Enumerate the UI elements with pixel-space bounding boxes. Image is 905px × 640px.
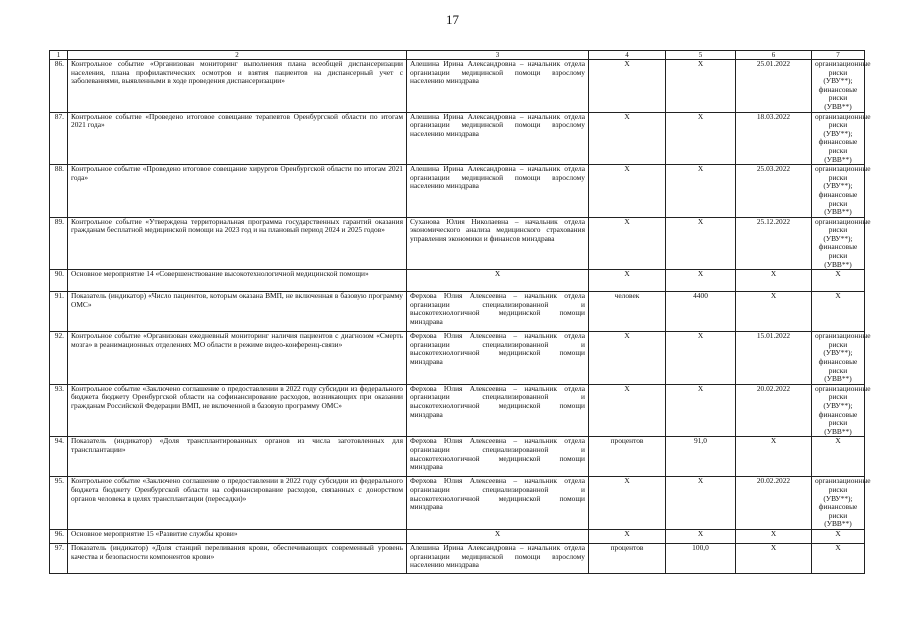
value: 100,0 [666,543,736,573]
measure-name: Контрольное событие «Проведено итоговое совещание хирургов Оренбургской области по итогам 2021 года» [68,165,407,218]
responsible: X [407,529,589,543]
row-number: 97. [50,543,68,573]
unit: X [589,112,666,165]
table-row [50,384,865,437]
unit: человек [589,292,666,332]
page-number: 17 [446,12,459,27]
risk: организационные риски (УВУ**); финансовые риски (УВВ**) [812,60,865,113]
row-number: 94. [50,437,68,477]
unit: процентов [589,543,666,573]
value: 4400 [666,292,736,332]
unit: процентов [589,437,666,477]
measure-name: Контрольное событие «Заключено соглашение о предоставлении в 2022 году субсидии из федерального бюджета бюджету Оренбургской области на софинансирование расходов, связанных с донорством органов человека в целях трансплантации (пересадки)» [68,477,407,530]
date: 18.03.2022 [736,112,812,165]
responsible: Алешина Ирина Александровна – начальник отдела организации медицинской помощи взрослому населению минздрава [407,543,589,573]
date: X [736,292,812,332]
value: X [666,60,736,113]
risk: X [812,270,865,292]
responsible: X [407,270,589,292]
unit: X [589,384,666,437]
plan-table [49,50,871,574]
table-row [50,217,865,270]
row-number: 89. [50,217,68,270]
row-number: 87. [50,112,68,165]
table-row [50,292,865,332]
value: X [666,529,736,543]
row-number: 88. [50,165,68,218]
date: 25.12.2022 [736,217,812,270]
value: X [666,165,736,218]
unit: X [589,60,666,113]
risk: X [812,543,865,573]
unit: X [589,477,666,530]
unit: X [589,270,666,292]
unit: X [589,529,666,543]
table-row [50,112,865,165]
responsible: Ферхова Юлия Алексеевна – начальник отдела организации специализированной и высокотехнологичной медицинской помощи минздрава [407,332,589,385]
measure-name: Показатель (индикатор) «Число пациентов, которым оказана ВМП, не включенная в базовую программу ОМС» [68,292,407,332]
date: 25.03.2022 [736,165,812,218]
measure-name: Показатель (индикатор) «Доля станций переливания крови, обеспечивающих современный уровень качества и безопасности компонентов крови» [68,543,407,573]
row-number: 91. [50,292,68,332]
col-header: 3 [407,51,589,60]
measure-name: Основное мероприятие 14 «Совершенствование высокотехнологичной медицинской помощи» [68,270,407,292]
row-number: 90. [50,270,68,292]
row-number: 95. [50,477,68,530]
table-row [50,165,865,218]
measure-name: Контрольное событие «Организован мониторинг выполнения плана всеобщей диспансеризации населения, плана профилактических осмотров и взятия пациентов на диспансерный учет с заболеваниями, выявленными в ходе проведения диспансеризации» [68,60,407,113]
risk: X [812,292,865,332]
date: X [736,437,812,477]
responsible: Ферхова Юлия Алексеевна – начальник отдела организации специализированной и высокотехнологичной медицинской помощи минздрава [407,292,589,332]
date: 20.02.2022 [736,384,812,437]
measure-name: Основное мероприятие 15 «Развитие службы крови» [68,529,407,543]
measure-name: Контрольное событие «Заключено соглашение о предоставлении в 2022 году субсидии из федерального бюджета бюджету Оренбургской области на софинансирование расходов, возникающих при оказании гражданам Российской Федерации ВМП, не включенной в базовую программу ОМС» [68,384,407,437]
unit: X [589,217,666,270]
value: X [666,112,736,165]
unit: X [589,165,666,218]
date: X [736,543,812,573]
col-header: 1 [50,51,68,60]
value: X [666,332,736,385]
measure-name: Контрольное событие «Утверждена территориальная программа государственных гарантий оказания гражданам бесплатной медицинской помощи на 2023 год и на плановый период 2024 и 2025 годов» [68,217,407,270]
date: 15.01.2022 [736,332,812,385]
value: 91,0 [666,437,736,477]
measure-name: Контрольное событие «Организован ежедневный мониторинг наличия пациентов с диагнозом «Смерть мозга» в реанимационных отделениях МО области в режиме видео-конференц-связи» [68,332,407,385]
row-number: 93. [50,384,68,437]
risk: организационные риски (УВУ**); финансовые риски (УВВ**) [812,384,865,437]
table-row [50,332,865,385]
table-row [50,529,865,543]
col-header: 6 [736,51,812,60]
date: 25.01.2022 [736,60,812,113]
date: X [736,270,812,292]
value: X [666,217,736,270]
responsible: Алешина Ирина Александровна – начальник отдела организации медицинской помощи взрослому населению минздрава [407,60,589,113]
responsible: Алешина Ирина Александровна – начальник отдела организации медицинской помощи взрослому населению минздрава [407,112,589,165]
responsible: Суханова Юлия Николаевна – начальник отдела экономического анализа медицинского страхования управления экономики и финансов минздрава [407,217,589,270]
responsible: Ферхова Юлия Алексеевна – начальник отдела организации специализированной и высокотехнологичной медицинской помощи минздрава [407,384,589,437]
measure-name: Показатель (индикатор) «Доля трансплантированных органов из числа заготовленных для трансплантации» [68,437,407,477]
risk: организационные риски (УВУ**); финансовые риски (УВВ**) [812,332,865,385]
unit: X [589,332,666,385]
value: X [666,270,736,292]
risk: организационные риски (УВУ**); финансовые риски (УВВ**) [812,165,865,218]
table-row [50,270,865,292]
responsible: Алешина Ирина Александровна – начальник отдела организации медицинской помощи взрослому населению минздрава [407,165,589,218]
col-header: 7 [812,51,865,60]
measure-name: Контрольное событие «Проведено итоговое совещание терапевтов Оренбургской области по итогам 2021 года» [68,112,407,165]
date: X [736,529,812,543]
risk: X [812,529,865,543]
date: 20.02.2022 [736,477,812,530]
responsible: Ферхова Юлия Алексеевна – начальник отдела организации специализированной и высокотехнологичной медицинской помощи минздрава [407,437,589,477]
col-header: 2 [68,51,407,60]
table-row [50,477,865,530]
row-number: 86. [50,60,68,113]
table-row [50,437,865,477]
col-header: 5 [666,51,736,60]
row-number: 96. [50,529,68,543]
value: X [666,384,736,437]
row-number: 92. [50,332,68,385]
value: X [666,477,736,530]
table-row [50,543,865,573]
risk: организационные риски (УВУ**); финансовые риски (УВВ**) [812,112,865,165]
risk: организационные риски (УВУ**); финансовые риски (УВВ**) [812,477,865,530]
responsible: Ферхова Юлия Алексеевна – начальник отдела организации специализированной и высокотехнологичной медицинской помощи минздрава [407,477,589,530]
risk: X [812,437,865,477]
risk: организационные риски (УВУ**); финансовые риски (УВВ**) [812,217,865,270]
table-row [50,60,865,113]
col-header: 4 [589,51,666,60]
